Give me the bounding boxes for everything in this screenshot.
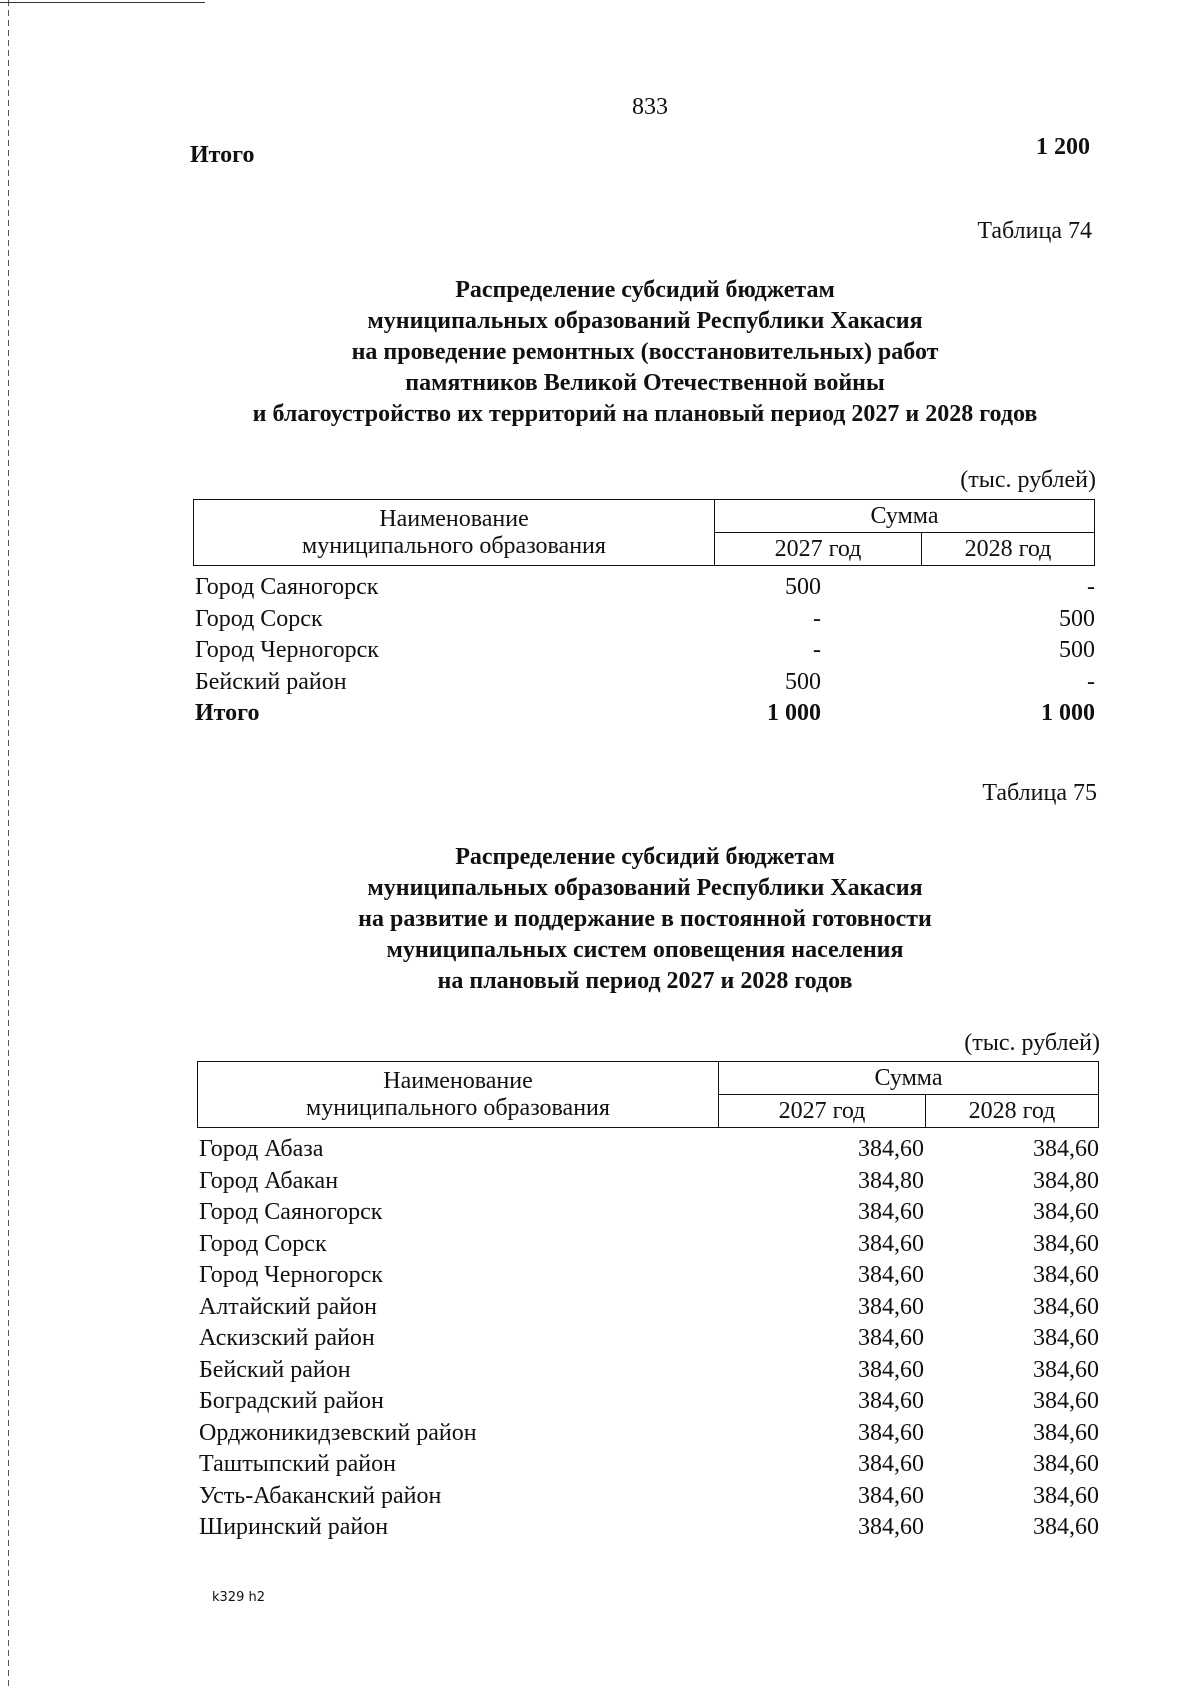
row-name: Город Сорск <box>199 1230 327 1257</box>
table74-year2-header: 2028 год <box>922 533 1095 566</box>
table75-title-line: Распределение субсидий бюджетам <box>455 844 835 870</box>
table74-title-line: на проведение ремонтных (восстановительных) работ <box>351 339 939 365</box>
table74-body <box>195 574 1095 732</box>
table75-title <box>0 842 1200 997</box>
row-value-2027: 384,60 <box>858 1388 924 1414</box>
row-name: Аскизский район <box>199 1325 375 1351</box>
table74-title-line: муниципальных образований Республики Хакасия <box>367 308 923 334</box>
row-value-2028: 384,60 <box>1033 1293 1099 1320</box>
row-name: Ширинский район <box>199 1514 389 1540</box>
row-value-2028: 384,60 <box>1033 1388 1099 1414</box>
footer-code: k329 h2 <box>212 1590 265 1605</box>
table74-label: Таблица 74 <box>977 218 1092 244</box>
row-value-2027: 384,60 <box>858 1325 924 1351</box>
table-row <box>199 1357 1099 1389</box>
table75-body <box>199 1136 1099 1546</box>
row-name: Таштыпский район <box>199 1451 396 1477</box>
table-row <box>199 1483 1099 1515</box>
table-row <box>195 606 1095 638</box>
row-name: Бейский район <box>195 668 347 695</box>
table-row <box>199 1262 1099 1294</box>
row-name: Усть-Абаканский район <box>199 1482 442 1509</box>
row-name: Орджоникидзевский район <box>199 1419 477 1446</box>
row-name: Город Черногорск <box>199 1262 383 1288</box>
row-value-2027: 384,60 <box>858 1482 924 1509</box>
table75-title-line: муниципальных образований Республики Хакасия <box>367 875 923 901</box>
row-value-2028: 384,60 <box>1033 1514 1099 1540</box>
row-name: Город Сорск <box>195 605 323 632</box>
table75-name-header <box>198 1062 719 1128</box>
table75-unit: (тыс. рублей) <box>964 1030 1100 1056</box>
row-name: Боградский район <box>199 1388 384 1414</box>
total-value-2027: 1 000 <box>767 700 821 726</box>
table-row <box>199 1388 1099 1420</box>
table74-title-line: и благоустройство их территорий на плановый период 2027 и 2028 годов <box>252 401 1038 427</box>
row-value-2028: 384,60 <box>1033 1262 1099 1288</box>
row-value-2027: 500 <box>785 668 821 695</box>
row-value-2027: 384,60 <box>858 1514 924 1540</box>
name-header-line1: Наименование <box>379 505 529 532</box>
table-row <box>199 1294 1099 1326</box>
row-name: Город Абакан <box>199 1167 339 1194</box>
row-value-2027: 384,60 <box>858 1230 924 1257</box>
table-row <box>199 1136 1099 1168</box>
row-value-2028: 500 <box>1059 637 1095 663</box>
table-row <box>195 669 1095 701</box>
name-header-line2: муниципального образования <box>306 1094 610 1121</box>
table-row <box>199 1231 1099 1263</box>
page-number: 833 <box>632 94 668 120</box>
table74-unit: (тыс. рублей) <box>960 467 1096 493</box>
row-value-2028: 500 <box>1059 605 1095 632</box>
table74-title <box>0 275 1200 430</box>
table75-year1-header: 2027 год <box>719 1095 926 1128</box>
table-row <box>199 1199 1099 1231</box>
row-value-2028: 384,60 <box>1033 1230 1099 1257</box>
table-row <box>199 1168 1099 1200</box>
table75-sum-header: Сумма <box>719 1062 1099 1095</box>
row-value-2028: 384,60 <box>1033 1199 1099 1225</box>
table-row <box>195 637 1095 669</box>
table-row <box>195 574 1095 606</box>
row-name: Город Абаза <box>199 1136 324 1162</box>
row-value-2027: 384,60 <box>858 1356 924 1383</box>
row-value-2027: 500 <box>785 574 821 600</box>
table-row <box>199 1420 1099 1452</box>
table-row <box>199 1325 1099 1357</box>
table74-sum-header: Сумма <box>715 500 1095 533</box>
table74-title-line: Распределение субсидий бюджетам <box>455 277 835 303</box>
table75-title-line: муниципальных систем оповещения населения <box>386 937 904 963</box>
table74-header <box>193 499 1095 566</box>
total-value-2028: 1 000 <box>1041 700 1095 726</box>
row-value-2028: - <box>1087 668 1095 695</box>
top-total-label: Итого <box>190 142 255 168</box>
table75-title-line: на плановый период 2027 и 2028 годов <box>437 968 853 994</box>
name-header-line2: муниципального образования <box>302 532 606 559</box>
total-label: Итого <box>195 700 260 726</box>
table75-year2-header: 2028 год <box>926 1095 1099 1128</box>
row-value-2027: 384,60 <box>858 1136 924 1162</box>
row-value-2028: 384,60 <box>1033 1419 1099 1446</box>
top-rule <box>0 2 205 3</box>
row-value-2028: - <box>1087 574 1095 600</box>
row-name: Город Саяногорск <box>195 574 379 600</box>
row-value-2027: 384,60 <box>858 1262 924 1288</box>
row-value-2028: 384,60 <box>1033 1451 1099 1477</box>
table75-label: Таблица 75 <box>982 780 1097 806</box>
table74-title-line: памятников Великой Отечественной войны <box>405 370 885 396</box>
row-value-2028: 384,60 <box>1033 1356 1099 1383</box>
row-name: Бейский район <box>199 1356 351 1383</box>
row-value-2027: 384,60 <box>858 1293 924 1320</box>
row-value-2028: 384,80 <box>1033 1167 1099 1194</box>
row-value-2028: 384,60 <box>1033 1325 1099 1351</box>
row-value-2027: 384,60 <box>858 1199 924 1225</box>
table75-header <box>197 1061 1099 1128</box>
table75-title-line: на развитие и поддержание в постоянной готовности <box>358 906 932 932</box>
row-value-2027: - <box>813 605 821 632</box>
row-value-2027: 384,60 <box>858 1451 924 1477</box>
table74-name-header <box>194 500 715 566</box>
table74-year1-header: 2027 год <box>715 533 922 566</box>
table-row <box>199 1514 1099 1546</box>
name-header-line1: Наименование <box>383 1067 533 1094</box>
row-name: Город Саяногорск <box>199 1199 383 1225</box>
row-name: Город Черногорск <box>195 637 379 663</box>
row-value-2027: 384,80 <box>858 1167 924 1194</box>
row-value-2028: 384,60 <box>1033 1482 1099 1509</box>
row-value-2028: 384,60 <box>1033 1136 1099 1162</box>
top-total-value: 1 200 <box>1036 134 1090 160</box>
row-value-2027: 384,60 <box>858 1419 924 1446</box>
table-row <box>199 1451 1099 1483</box>
row-name: Алтайский район <box>199 1293 377 1320</box>
total-row <box>195 700 1095 732</box>
row-value-2027: - <box>813 637 821 663</box>
